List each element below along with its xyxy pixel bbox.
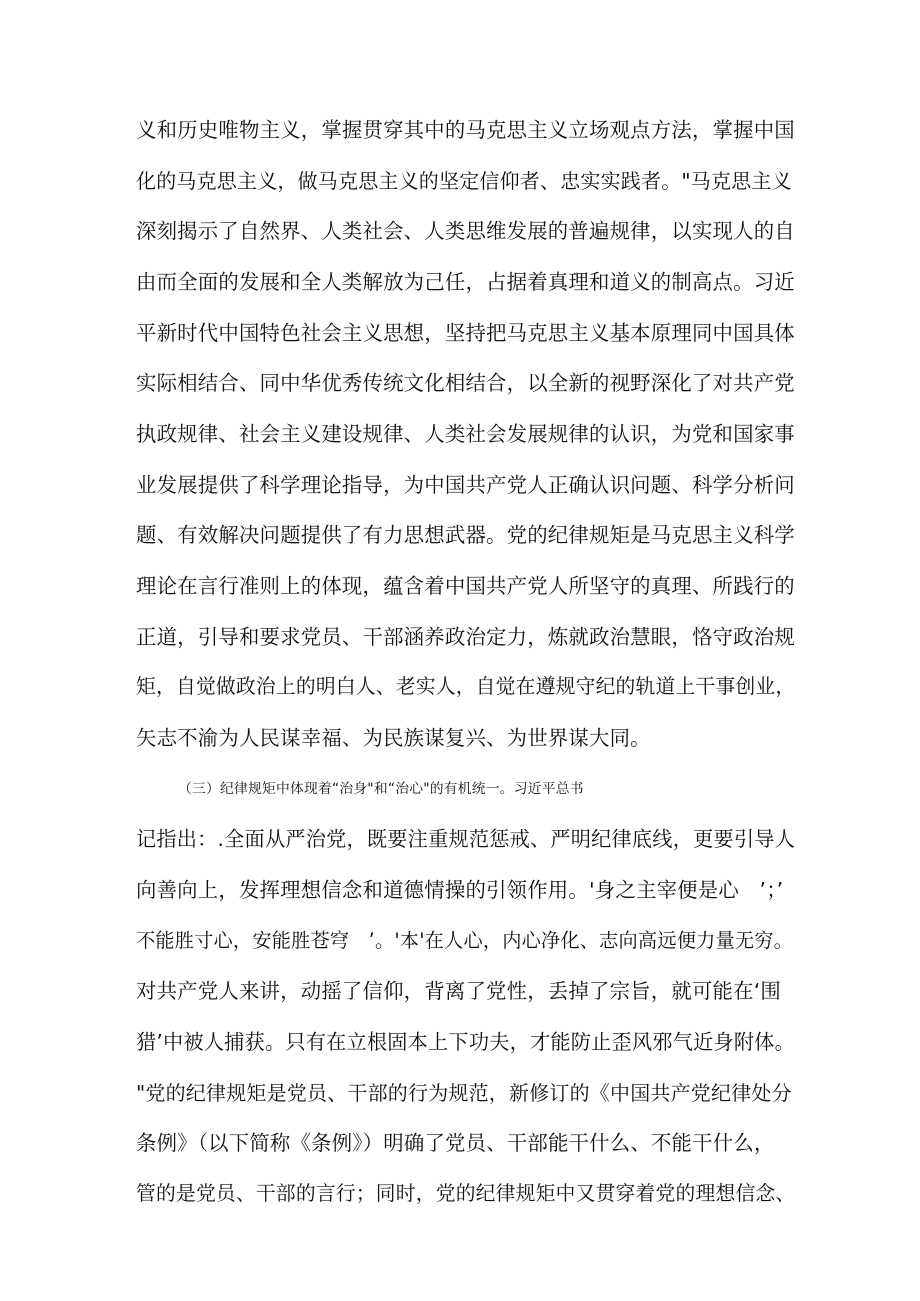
text-line: 矩，自觉做政治上的明白人、老实人，自觉在遵规守纪的轨道上干事创业， [136,675,796,698]
text-line: 矢志不渝为人民谋幸福、为民族谋复兴、为世界谋大同。 [136,726,651,750]
text-line: 执政规律、社会主义建设规律、人类社会发展规律的认识，为党和国家事 [136,422,795,446]
text-line: 正道，引导和要求党员、干部涵养政治定力，炼就政治慧眼，恪守政治规 [136,625,795,649]
text-line: 条例》（以下简称《条例》）明确了党员、干部能干什么、不能干什么， [136,1131,775,1155]
text-line: 实际相结合、同中华优秀传统文化相结合，以全新的视野深化了对共产党 [136,371,795,395]
text-line: 对共产党人来讲，动摇了信仰，背离了党性，丢掉了宗旨，就可能在‘围 [136,979,781,1003]
text-line: 管的是党员、干部的言行；同时，党的纪律规矩中又贯穿着党的理想信念、 [136,1182,796,1205]
section-heading-line: （三）纪律规矩中体现着“治身"和“治心"的有机统一。习近平总书 [178,781,584,797]
text-line: 不能胜寸心，安能胜苍穹 ’。'本'在人心，内心净化、志向高远便力量无穷。 [136,929,794,952]
text-line: 由而全面的发展和全人类解放为己任，占据着真理和道义的制高点。习近 [136,270,795,294]
text-line: 义和历史唯物主义，掌握贯穿其中的马克思主义立场观点方法，掌握中国 [136,118,795,142]
text-line: 业发展提供了科学理论指导，为中国共产党人正确认识问题、科学分析问 [136,473,795,497]
text-line: 向善向上，发挥理想信念和道德情操的引领作用。'身之主宰便是心 ’；’ [136,878,784,902]
text-line: 理论在言行准则上的体现，蕴含着中国共产党人所坚守的真理、所践行的 [136,574,795,598]
text-line: 猎’中被人捕获。只有在立根固本上下功夫，才能防止歪风邪气近身附体。 [136,1030,796,1054]
text-line: 记指出：.全面从严治党，既要注重规范惩戒、严明纪律底线，更要引导人 [136,827,796,851]
text-line: 题、有效解决问题提供了有力思想武器。党的纪律规矩是马克思主义科学 [136,523,795,547]
text-line: 平新时代中国特色社会主义思想，坚持把马克思主义基本原理同中国具体 [136,321,795,345]
text-line: 深刻揭示了自然界、人类社会、人类思维发展的普遍规律，以实现人的自 [136,219,795,243]
text-line: "党的纪律规矩是党员、干部的行为规范，新修订的《中国共产党纪律处分 [136,1081,792,1105]
text-line: 化的马克思主义，做马克思主义的坚定信仰者、忠实实践者。"马克思主义 [136,169,792,193]
